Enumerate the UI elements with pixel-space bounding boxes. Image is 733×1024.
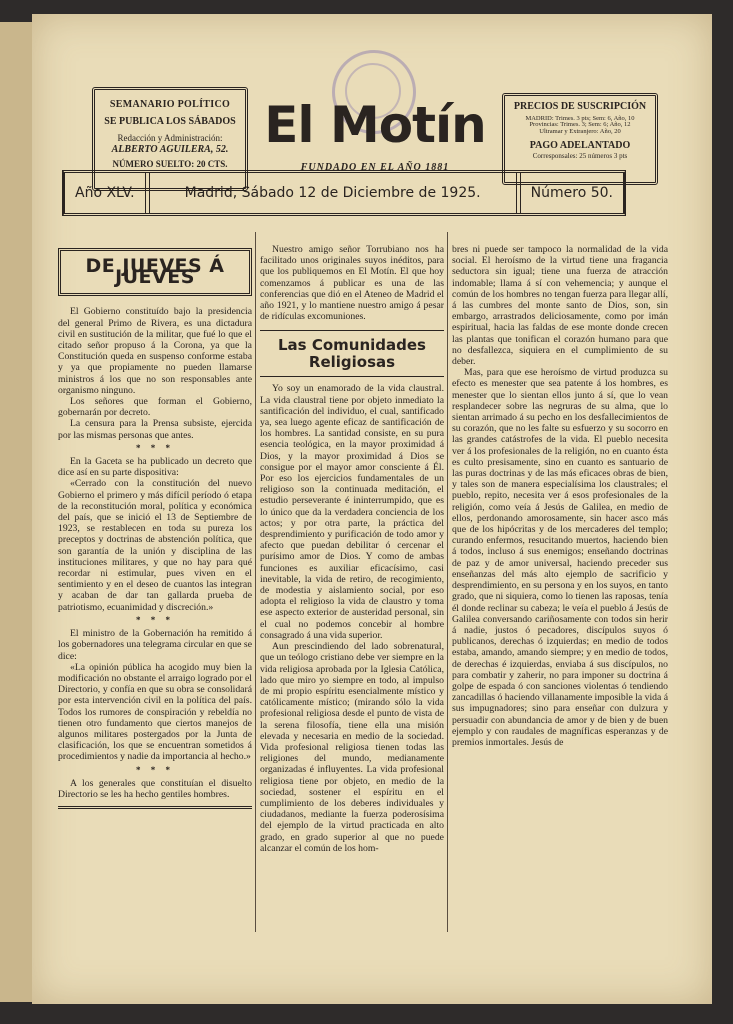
paragraph: La censura para la Prensa subsiste, ejercida por las mismas personas que antes. xyxy=(58,418,252,441)
issue-number: Número 50. xyxy=(530,185,613,201)
masthead-title: El Motín xyxy=(264,96,486,154)
rates-abroad: Ultramar y Extranjero: Año, 20 xyxy=(539,128,621,136)
issue-price: NÚMERO SUELTO: 20 CTS. xyxy=(112,158,228,169)
payment-terms: PAGO ADELANTADO xyxy=(529,139,631,151)
volume-year: Año XLV. xyxy=(75,185,135,201)
paragraph: El Gobierno constituído bajo la presidencia del general Primo de Rivera, es una dictadura civil en sustitución de la militar, que fué lo que el citado señor propuso á la Corona, ya que la Constitución queda en suspenso conforme estaba y ya que propiamente no pueden llamarse ministros á los que no son responsables ante organismo ninguno. xyxy=(58,306,252,396)
paragraph: «Cerrado con la constitución del nuevo Gobierno el primero y más difícil período ó etapa de la reconstitución moral, política y económica del país, que se inició el 13 de Septiembre de 1923, se restablecen en toda su pureza los preceptos y doctrinas de abstención política, que son garantía de la unión y disciplina de las instituciones militares, y que no hay para qué recordar ni estimular, pues viven en el sentimiento y en el deseo de cuantos las integran y acaban de dar tan gallarda prueba de patriotismo, ecuanimidad y discreción.» xyxy=(58,478,252,613)
correspondents-rate: Corresponsales: 25 números 3 pts xyxy=(532,152,628,161)
issue-date: Madrid, Sábado 12 de Diciembre de 1925. xyxy=(184,185,481,201)
paragraph: «La opinión pública ha acogido muy bien la modificación no obstante el arraigo logrado por el Directorio, y confía en que su obra se consolidará por esta intervención civil en la política del país. Todos los rumores de conspiración y rebeldía no tienen otro fundamento que ciertos manejos de algunos militares postergados por la Junta de clasificación, los que se encuentran sometidos á procedimientos y nadie da importancia al hecho.» xyxy=(58,661,252,763)
paragraph: bres ni puede ser tampoco la normalidad de la vida social. El heroísmo de la virtud tiene una fragancia seductora sin igual; tiene una fuerza de atracción indomable; llama á sí con vehemencia; y aunque el común de los hombres no tengan fuerza para llegar allí, á las cumbres del monte santo de Dios, son, sin embargo, arrastrados deliciosamente, como por imán espiritual, hacia las faldas de ese monte donde crecen las plantas que tonifican el corazón humano para que no desfallezca, siquiera en el cumplimiento de su deber. xyxy=(452,244,668,368)
publication-day: SE PUBLICA LOS SÁBADOS xyxy=(104,115,236,127)
subscription-heading: PRECIOS DE SUSCRIPCIÓN xyxy=(513,101,647,112)
separator: * * * xyxy=(136,764,174,775)
weekly-label: SEMANARIO POLÍTICO xyxy=(109,99,231,110)
column-rule xyxy=(447,232,448,932)
rates-provinces: Provincias: Trimes. 3; Sem: 6; Año, 12 xyxy=(529,121,631,129)
separator: * * * xyxy=(136,614,174,625)
editorial-label: Redacción y Administración: xyxy=(117,133,223,143)
paragraph: Los señores que forman el Gobierno, gobernarán por decreto. xyxy=(58,396,252,419)
column-rule xyxy=(255,232,256,932)
paragraph: A los generales que constituían el disuelto Directorio se les ha hecho gentiles hombres. xyxy=(58,777,252,800)
paragraph: En la Gaceta se ha publicado un decreto que dice así en su parte dispositiva: xyxy=(58,456,252,479)
column-2 xyxy=(260,244,444,854)
separator: * * * xyxy=(136,442,174,453)
column-1 xyxy=(58,248,252,809)
paragraph: El ministro de la Gobernación ha remitido á los gobernadores una telegrama circular en que se dice: xyxy=(58,628,252,662)
section-title: DE JUEVES Á JUEVES xyxy=(58,248,252,296)
founded-line: FUNDADO EN EL AÑO 1881 xyxy=(300,162,450,173)
paragraph: Yo soy un enamorado de la vida claustral. La vida claustral tiene por objeto inmediato la santificación del individuo, el cual, santificado ya, sea luego agente eficaz de santificación de los hombres. La santidad consiste, en su pura esencia teológica, en la mayor proximidad á Dios, y la mayor proximidad á Dios se consigue por el mayor amor consciente á Él. Por eso los ejercicios fundamentales de un religioso son la continuada meditación, el estudio perseverante é ininterrumpido, que es lo único que da la verdadera conciencia de los actos; y por otra parte, la práctica del desprendimiento y purificación de todo amor y afecto que puedan debilitar ó cercenar el purísimo amor de Dios. Y como de ambas funciones es auxiliar eficacísimo, casi inevitable, la vida de retiro, de recogimiento, de modestia y aislamiento social, por eso adopta el religioso la vida de claustro y toma ese aspecto exterior de austeridad personal, sin el cual no podemos concebir al hombre consagrado á una vida superior. xyxy=(260,383,444,641)
article-headline: Las Comunidades Religiosas xyxy=(260,330,444,377)
column-end-rule xyxy=(58,806,252,809)
rates-madrid: MADRID: Trimes. 3 pts; Sem: 6, Año, 10 xyxy=(525,114,635,122)
subscription-rates xyxy=(505,116,655,136)
paragraph: Nuestro amigo señor Torrubiano nos ha facilitado unos originales suyos inéditos, para que los publiquemos en El Motín. El que hoy comenzamos á publicar es una de las conferencias que dió en el Ateneo de Madrid el año 1921, y lo mantiene nuestro amigo á pesar de ridículas excomuniones. xyxy=(260,244,444,323)
adjacent-page-edge xyxy=(0,22,33,1002)
paragraph: Aun prescindiendo del lado sobrenatural, que un teólogo cristiano debe ver siempre en la vida religiosa aprobada por la Iglesia Católica, lado que miro yo siempre en todo, al impulso de mi propio espíritu esencialmente místico y católicamente místico; (mirando sólo la vida profesional religiosa desde el punto de vista de la serena filosofía, tiene ella una misión elevada y necesaria en medio de la sociedad. Vida profesional religiosa tienen todas las religiones del mundo, medianamente organizadas é influyentes. La vida profesional religiosa tiene por objeto, en medio de la sociedad, sostener el espíritu en el cumplimiento de los deberes individuales y ciudadanos, mediante la fuerza poderosísima del ejemplo de la virtud practicada en alto grado, en grado superior al que no puede alcanzar el común de los hom- xyxy=(260,641,444,854)
column-3 xyxy=(452,244,668,748)
dateline-bar xyxy=(62,170,626,216)
editorial-address: ALBERTO AGUILERA, 52. xyxy=(111,144,229,156)
paragraph: Mas, para que ese heroísmo de virtud produzca su efecto es menester que sea patente á los hombres, es menester que lo sientan ellos junto á sí, que lo vean resplandecer sobre las negruras de su alma, que lo sientan arrimado á su pecho en los desfallecimientos de su corazón, que no les falte su esfuerzo y su socorro en las grandes catástrofes de la vida. El pueblo necesita ver á los profesionales de la religión, no en cuanto ésta es culto presisamente, sino en cuanto es santuario de las puras doctrinas y de las más eficaces obras de bien, y tales son de manera especialísima los claustrales; el pueblo, repito, necesita ver á esos profesionales de la religión, como veía á Jesús de Galilea, en medio de ellos, perdonando amorosamente, sin hacer asco más que de los hipócritas y de los mercaderes del templo; curando enfermos, resucitando muertos, haciendo bien á todos, incluso á sus enemigos; enseñando doctrinas de paz y de amor universal, haciendo preceder sus enseñanzas del más alto ejemplo de sacrificio y desprendimiento, en su persona y en los suyos, en tanto grado, que ni siquiera, como lo tienen las raposas, tenía él donde reclinar su cabeza; le veía el pueblo á Jesús de Galilea conversando cariñosamente con todos sin herir á nadie, justos ó pecadores, discípulos suyos ó publicanos, derechas ó izquierdas; en medio de todos estaba, amando, amando siempre; y en medio de todos, de derechas é izquierdas, enviaba á sus discípulos, no para combatir y zaherir, no para imponer su doctrina á golpe de espada ó con sanciones violentas ó tendiendo zancadillas ó haciendo villanamente imposible la vida á sus impugnadores; sino para enseñar con dulzura y persuadir con abundancia de amor y de bien y de buen ejemplo y con raudales de magníficas esperanzas y de premios inmortales. Jesús de xyxy=(452,367,669,748)
